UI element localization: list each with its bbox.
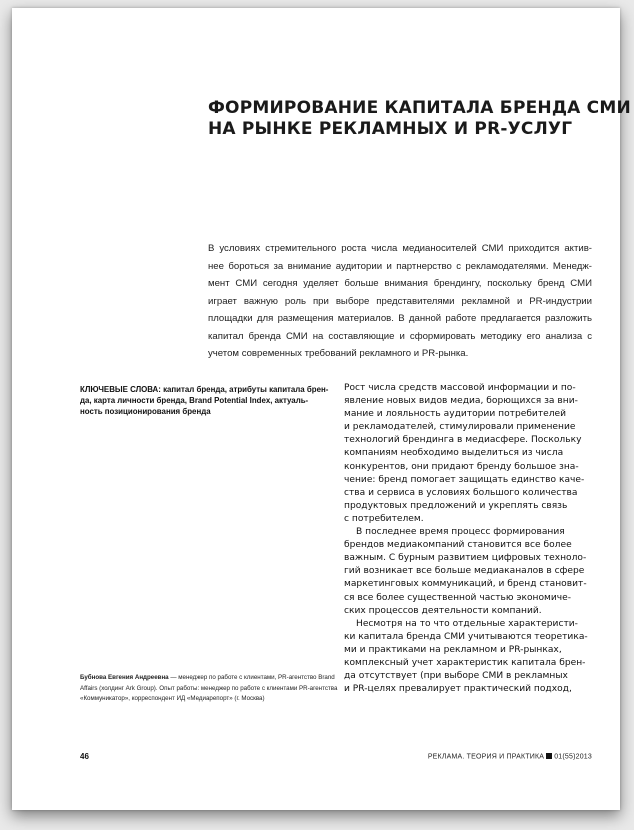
journal-footer [428,753,592,761]
body-line: ся все более существенной частью экономиче- [344,592,572,603]
body-line: важным. С бурным развитием цифровых техноло- [344,553,587,564]
author-name: Бубнова Евгения Андреевна [80,674,169,681]
body-line: конкурентов, они придают бренду большое зна- [344,461,579,472]
abstract-line: играет важную роль при выборе представителями рекламной и PR-индустрии [208,295,592,307]
author-info [80,673,338,705]
article-body [344,382,599,696]
author-line: Affairs (холдинг Ark Group). Опыт работы: менеджер по работе с клиентами PR-агентства [80,684,338,692]
body-line: и PR-целях превалирует практический подход, [344,684,572,695]
page-number: 46 [80,752,89,761]
title-line: НА РЫНКЕ РЕКЛАМНЫХ И PR-УСЛУГ [208,119,573,139]
title-line: ФОРМИРОВАНИЕ КАПИТАЛА БРЕНДА СМИ [208,98,631,118]
abstract-line: мент СМИ сегодня уделяет больше внимания брендингу, поскольку бренд СМИ [208,278,592,289]
abstract-line: площадки для размещения материалов. В данной работе предлагается разложить [208,313,592,324]
body-line: маркетинговых коммуникаций, и бренд становит- [344,579,587,590]
body-line: гий возникает все больше медиаканалов в сфере [344,566,585,577]
abstract-line: нее бороться за внимание аудитории и партнерство с рекламодателями. Менедж- [208,260,592,272]
body-line: ских процессов деятельности компаний. [344,605,542,616]
author-role: — менеджер по работе с клиентами, PR-агентство Brand [168,674,335,681]
keywords-line: ность позиционирования бренда [80,407,211,416]
body-line: чение: бренд помогает защищать единство каче- [344,474,585,485]
body-line: и рекламодателей, стимулировали применение [344,422,576,433]
body-line: ми и практиками на рекламном и PR-рынках, [344,644,562,655]
body-line: технологий брендинга в медиасфере. Поскольку [344,435,582,446]
author-line [80,673,335,684]
body-line: ки капитала бренда СМИ учитываются теоретика- [344,631,588,642]
journal-name: РЕКЛАМА. ТЕОРИЯ И ПРАКТИКА [427,753,545,761]
journal-page [12,8,631,810]
body-line: продуктовых предложений и укреплять связь [344,500,568,511]
body-line: компаниям необходимо выделиться из числа [344,448,564,459]
keywords [80,384,330,417]
abstract-line: В условиях стремительного роста числа медианосителей СМИ приходится актив- [208,243,592,254]
body-line: с потребителем. [344,513,424,524]
body-line: да отсутствует (при выборе СМИ в рекламных [344,671,568,682]
keywords-line: да, карта личности бренда, Brand Potential Index, актуаль- [80,396,309,405]
body-line: Рост числа средств массовой информации и по- [344,383,576,393]
body-line: явление новых видов медиа, борющихся за вни- [344,396,578,407]
body-line: комплексный учет характеристик капитала брен- [344,657,586,668]
abstract [208,240,592,363]
body-line: ства и сервиса в условиях большого количества [344,487,578,498]
body-line: В последнее время процесс формирования [356,527,565,538]
square-separator-icon [546,753,552,759]
journal-issue: 01(55)2013 [554,753,592,761]
author-line: «Коммуникатор», корреспондент ИД «Медиарепорт» (г. Москва) [80,695,265,702]
body-line: мание и лояльность аудитории потребителей [344,409,567,420]
keywords-line: КЛЮЧЕВЫЕ СЛОВА: капитал бренда, атрибуты капитала брен- [80,385,329,394]
article-title [208,98,631,140]
body-line: Несмотря на то что отдельные характеристи- [356,618,578,629]
abstract-line: капитал бренда СМИ на составляющие и сформировать методику его анализа с [208,330,592,342]
body-line: брендов медиакомпаний становится все более [344,540,572,551]
abstract-line: учетом современных требований рекламного и PR-рынка. [208,348,469,359]
